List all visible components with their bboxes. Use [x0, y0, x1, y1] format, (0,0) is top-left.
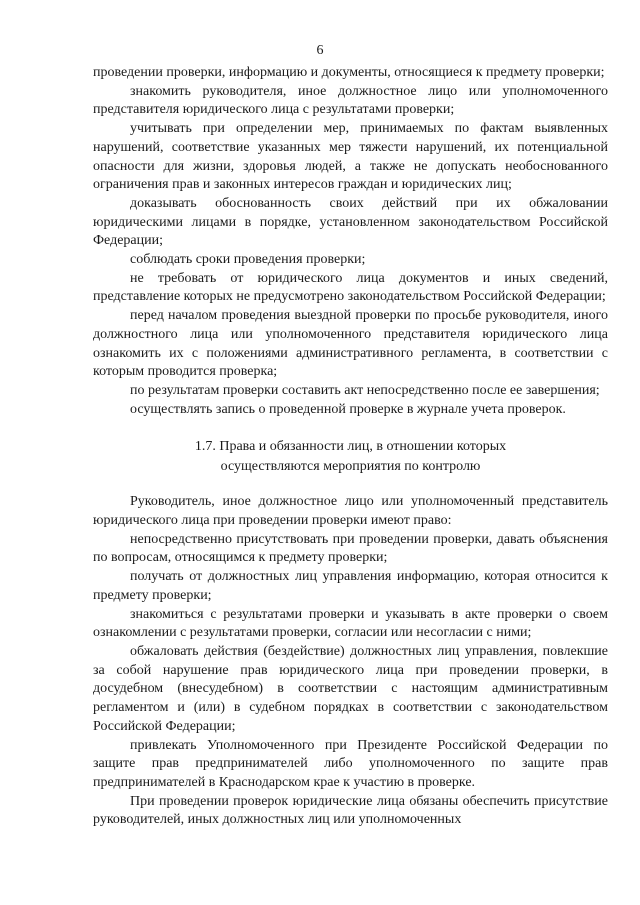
- paragraph: осуществлять запись о проведенной проверке в журнале учета проверок.: [130, 401, 566, 417]
- paragraph: по результатам проверки составить акт непосредственно после ее завершения;: [130, 382, 600, 398]
- document-body: [93, 64, 608, 830]
- paragraph: проведении проверки, информацию и документы, относящиеся к предмету проверки;: [93, 65, 605, 80]
- paragraph: получать от должностных лиц управления информацию, которая относится к предмету проверки;: [93, 569, 608, 603]
- paragraph: привлекать Уполномоченного при Президенте Российской Федерации по защите прав предпринимателей либо уполномоченного по защите прав предпринимателей в Краснодарском крае к участию в проверке.: [93, 737, 608, 790]
- section-heading-line: осуществляются мероприятия по контролю: [220, 458, 481, 474]
- page-number: 6: [316, 43, 324, 58]
- paragraph: Руководитель, иное должностное лицо или уполномоченный представитель юридического лица при проведении проверки имеют право:: [93, 494, 608, 529]
- paragraph: знакомить руководителя, иное должностное лицо или уполномоченного представителя юридического лица с результатами проверки;: [93, 83, 608, 118]
- paragraph: При проведении проверок юридические лица обязаны обеспечить присутствие руководителей, иных должностных лиц или уполномоченных: [93, 793, 608, 828]
- paragraphs-bottom: [93, 493, 608, 830]
- paragraph: обжаловать действия (бездействие) должностных лиц управления, повлекшие за собой нарушение прав юридического лица при проведении проверки, в досудебном (внесудебном) в соответствии с настоящим административным регламентом и (или) в судебном порядках в соответствии с законодательством Российской Федерации;: [93, 643, 608, 734]
- paragraph: перед началом проведения выездной проверки по просьбе руководителя, иного должностного лица или уполномоченного представителя юридического лица ознакомить их с положениями административного регламента, в соответствии с которым проводится проверка;: [93, 308, 608, 380]
- paragraph: соблюдать сроки проведения проверки;: [130, 252, 366, 268]
- paragraph: не требовать от юридического лица документов и иных сведений, представление которых не предусмотрено законодательством Российской Федерации;: [93, 270, 608, 305]
- section-heading: [93, 437, 608, 476]
- paragraph: доказывать обоснованность своих действий при их обжаловании юридическими лицами в порядке, установленном законодательством Российской Федерации;: [93, 195, 608, 249]
- paragraphs-top: [93, 64, 608, 419]
- paragraph: знакомиться с результатами проверки и указывать в акте проверки о своем ознакомлении с результатами проверки, согласии или несогласии с ними;: [93, 606, 608, 641]
- paragraph: учитывать при определении мер, принимаемых по фактам выявленных нарушений, соответствие указанных мер тяжести нарушений, их потенциальной опасности для жизни, здоровья людей, а также не допускать необоснованного ограничения прав и законных интересов граждан и юридических лиц;: [93, 121, 608, 193]
- section-heading-line: 1.7. Права и обязанности лиц, в отношении которых: [194, 439, 507, 455]
- paragraph: непосредственно присутствовать при проведении проверки, давать объяснения по вопросам, относящимся к предмету проверки;: [93, 531, 608, 566]
